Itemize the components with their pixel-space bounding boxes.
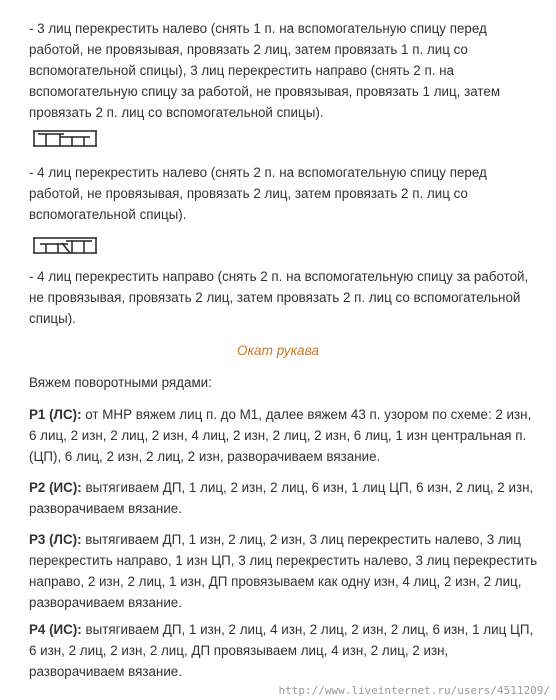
cable-3-description: - 3 лиц перекрестить налево (снять 1 п. на вспомогательную спицу перед работой, не провязывая, провязать 2 лиц, затем провязать 1 п. лиц со вспомогательной спицы), 3 лиц перекрестить направо (снять 2 п. на вспомогательную спицу за работой, не провязывая, провязать 1 лиц, затем провязать 2 п. лиц со вспомогательной спицы). — [29, 21, 501, 120]
watermark-url: http://www.liveinternet.ru/users/4511209/ — [278, 684, 550, 697]
cable-4-left-chart-symbol — [32, 128, 98, 148]
intro-text: Вяжем поворотными рядами: — [29, 375, 212, 390]
row-1-text: от МНР вяжем лиц п. до М1, далее вяжем 43 п. узором по схеме: 2 изн, 6 лиц, 2 изн, 2 лиц, 2 изн, 4 лиц, 2 изн, 2 лиц, 2 изн, 6 лиц, 1 изн центральная п. (ЦП), 6 лиц, 2 изн, 2 лиц, 2 изн, разворачиваем вязание. — [29, 407, 532, 464]
row-2-instruction — [29, 477, 539, 519]
row-1-label: Р1 (ЛС): — [29, 407, 82, 422]
row-1-instruction — [29, 404, 539, 467]
section-heading: Окат рукава — [237, 343, 319, 358]
row-3-label: Р3 (ЛС): — [29, 532, 82, 547]
row-4-label: Р4 (ИС): — [29, 622, 82, 637]
row-4-text: вытягиваем ДП, 1 изн, 2 лиц, 4 изн, 2 лиц, 2 изн, 2 лиц, 6 изн, 1 лиц ЦП, 6 изн, 2 лиц, 2 изн, 2 лиц, ДП провязываем лиц, 4 изн, 2 лиц, 2 изн, разворачиваем вязание. — [29, 622, 534, 679]
row-2-label: Р2 (ИС): — [29, 480, 82, 495]
row-3-instruction — [29, 529, 539, 613]
row-4-instruction — [29, 619, 539, 682]
row-3-text: вытягиваем ДП, 1 изн, 2 лиц, 2 изн, 3 лиц перекрестить налево, 3 лиц перекрестить направо, 1 изн ЦП, 3 лиц перекрестить налево, 3 лиц перекрестить направо, 2 изн, 2 лиц, 1 изн, ДП провязываем как одну изн, 4 лиц, 2 изн, 2 лиц, разворачиваем вязание. — [29, 532, 538, 610]
cable-4-right-description: - 4 лиц перекрестить направо (снять 2 п. на вспомогательную спицу за работой, не провязывая, провязать 2 лиц, затем провязать 2 п. лиц со вспомогательной спицы). — [29, 269, 529, 326]
cable-4-right-chart-symbol — [32, 235, 98, 255]
row-2-text: вытягиваем ДП, 1 лиц, 2 изн, 2 лиц, 6 изн, 1 лиц ЦП, 6 изн, 2 лиц, 2 изн, разворачиваем вязание. — [29, 480, 534, 516]
cable-4-left-description: - 4 лиц перекрестить налево (снять 2 п. на вспомогательную спицу перед работой, не провязывая, провязать 2 лиц, затем провязать 2 п. лиц со вспомогательной спицы). — [29, 165, 487, 222]
